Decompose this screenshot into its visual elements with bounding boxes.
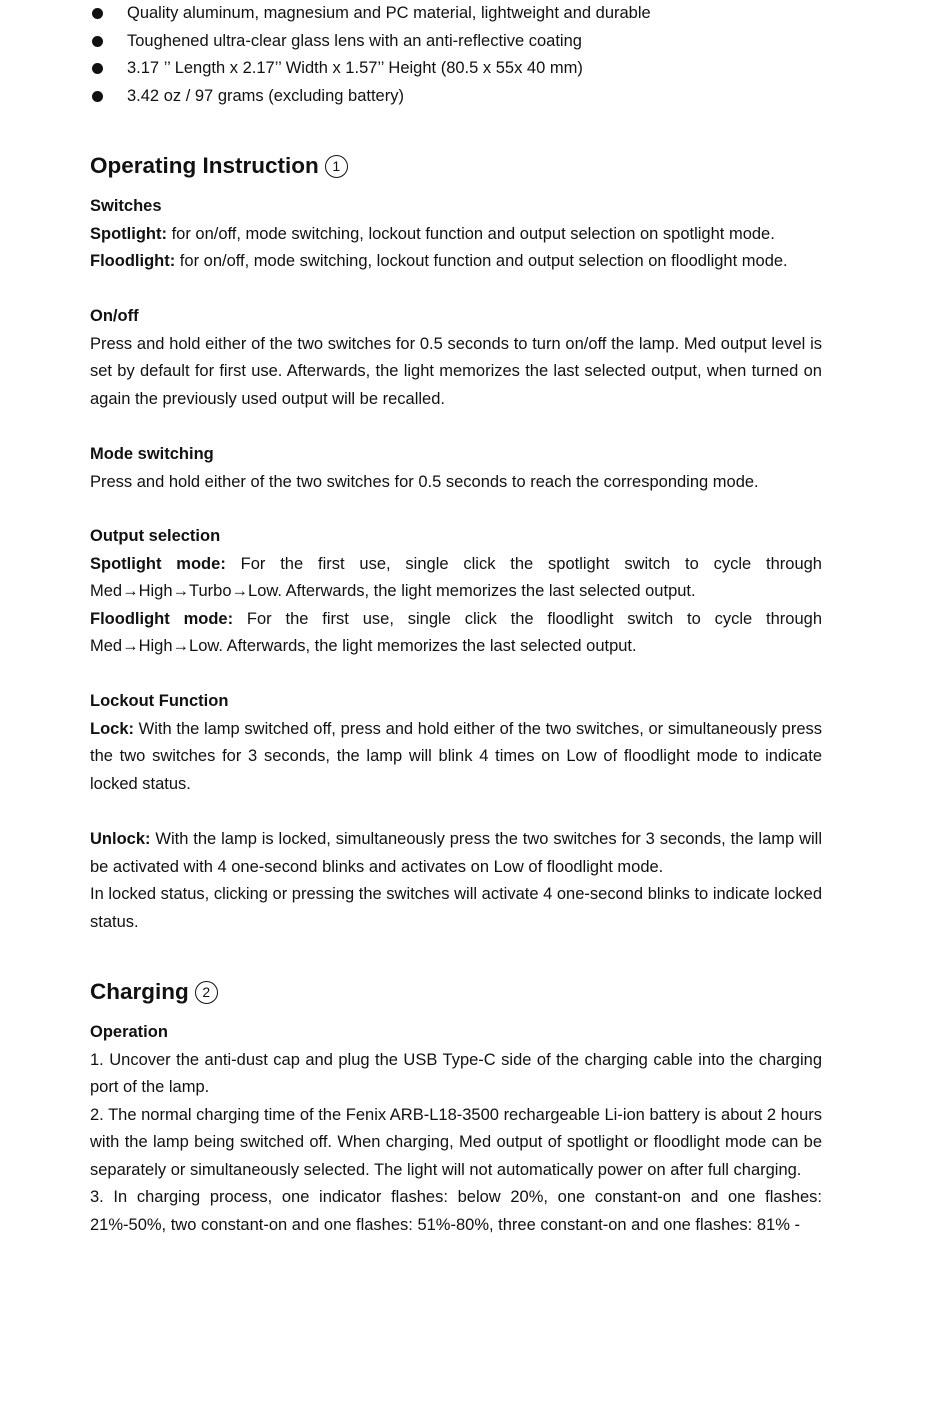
bullet-icon: [92, 36, 103, 47]
bullet-icon: [92, 91, 103, 102]
paragraph-spotlight: Spotlight: for on/off, mode switching, lockout function and output selection on spotlight mode.: [90, 224, 775, 243]
switches-section: [90, 193, 822, 276]
lockout-section: [90, 688, 822, 798]
list-item: 3.17 ’’ Length x 2.17’’ Width x 1.57’’ Height (80.5 x 55x 40 mm): [90, 55, 822, 83]
paragraph-spotlight-mode: Spotlight mode: For the first use, single click the spotlight switch to cycle through Med→High→Turbo→Low. Afterwards, the light memorizes the last selected output.: [90, 554, 822, 600]
paragraph-step-2: 2. The normal charging time of the Fenix ARB-L18-3500 rechargeable Li-ion battery is about 2 hours with the lamp being switched off. When charging, Med output of spotlight or floodlight mode can be separately or simultaneously selected. The light will not automatically power on after full charging.: [90, 1105, 822, 1179]
paragraph-step-1: 1. Uncover the anti-dust cap and plug the USB Type-C side of the charging cable into the charging port of the lamp.: [90, 1050, 822, 1096]
subheading-switches: Switches: [90, 197, 162, 215]
output-section: [90, 523, 822, 661]
subheading-output: Output selection: [90, 527, 221, 545]
subheading-lockout: Lockout Function: [90, 692, 229, 710]
paragraph-locked-status: In locked status, clicking or pressing the switches will activate 4 one-second blinks to indicate locked status.: [90, 885, 822, 931]
paragraph-lock: Lock: With the lamp switched off, press and hold either of the two switches, or simultaneously press the two switches for 3 seconds, the lamp will blink 4 times on Low of floodlight mode to indicate locked status.: [90, 719, 822, 793]
paragraph-onoff: Press and hold either of the two switches for 0.5 seconds to turn on/off the lamp. Med output level is set by default for first use. Afterwards, the light memorizes the last selected output, when turned on again the previously used output will be recalled.: [90, 334, 822, 408]
charging-operation-section: [90, 1019, 822, 1239]
list-item: Toughened ultra-clear glass lens with an anti-reflective coating: [90, 28, 822, 56]
subheading-mode: Mode switching: [90, 445, 214, 463]
paragraph-step-3: 3. In charging process, one indicator flashes: below 20%, one constant-on and one flashes: 21%-50%, two constant-on and one flashes: 51%-80%, three constant-on and one flashes: 81% -: [90, 1188, 822, 1234]
paragraph-unlock: Unlock: With the lamp is locked, simultaneously press the two switches for 3 seconds, the lamp will be activated with 4 one-second blinks and activates on Low of floodlight mode.: [90, 830, 822, 876]
paragraph-floodlight: Floodlight: for on/off, mode switching, lockout function and output selection on floodlight mode.: [90, 252, 788, 270]
circled-number-icon: 2: [195, 981, 218, 1004]
circled-number-icon: 1: [325, 155, 348, 178]
section-title-operating: Operating Instruction 1: [90, 151, 348, 181]
paragraph-floodlight-mode: Floodlight mode: For the first use, single click the floodlight switch to cycle through Med→High→Low. Afterwards, the light memorizes the last selected output.: [90, 609, 822, 655]
paragraph-mode: Press and hold either of the two switches for 0.5 seconds to reach the corresponding mode.: [90, 472, 759, 491]
list-item: 3.42 oz / 97 grams (excluding battery): [90, 83, 822, 111]
bullet-icon: [92, 8, 103, 19]
spec-list: [90, 0, 822, 110]
list-item: Quality aluminum, magnesium and PC material, lightweight and durable: [90, 0, 822, 28]
onoff-section: [90, 303, 822, 413]
subheading-onoff: On/off: [90, 307, 139, 325]
section-title-charging: Charging 2: [90, 977, 218, 1007]
bullet-icon: [92, 63, 103, 74]
mode-section: [90, 441, 822, 496]
subheading-operation: Operation: [90, 1023, 168, 1041]
unlock-section: [90, 826, 822, 936]
